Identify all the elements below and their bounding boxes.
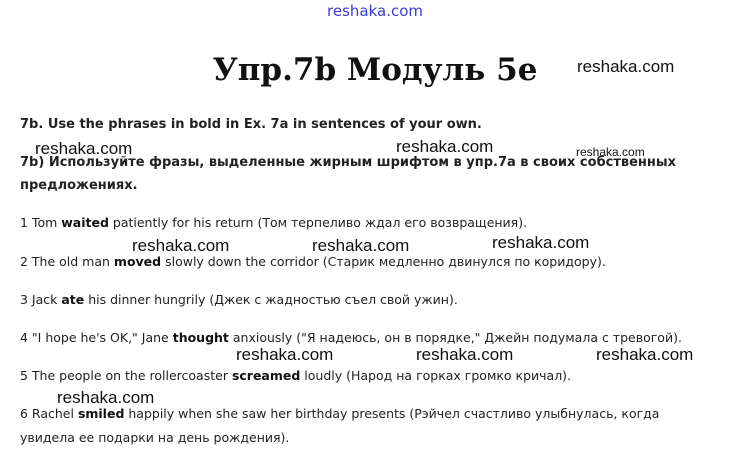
sentence-3: 3 Jack ate his dinner hungrily (Джек с жадностью съел свой ужин). (20, 292, 458, 307)
watermark: reshaka.com (132, 236, 230, 255)
bold-phrase: smiled (77, 406, 125, 421)
watermark: reshaka.com (35, 139, 133, 158)
task-russian-line1: 7b) Используйте фразы, выделенные жирным шрифтом в упр.7а в своих собственных (20, 155, 677, 170)
bold-phrase: waited (61, 215, 109, 230)
watermark: reshaka.com (57, 388, 155, 407)
sentence-6: 6 Rachel smiled happily when she saw her birthday presents (Рэйчел счастливо улыбнулась, когда (20, 406, 660, 421)
page-title: Упр.7b Модуль 5е (212, 52, 538, 88)
sentence-5: 5 The people on the rollercoaster screamed loudly (Народ на горках громко кричал). (20, 368, 572, 383)
watermark: reshaka.com (492, 233, 590, 252)
watermark: reshaka.com (416, 345, 514, 364)
sentence-4: 4 "I hope he's OK," Jane thought anxiously ("Я надеюсь, он в порядке," Джейн подумала с тревогой). (20, 330, 682, 345)
watermark: reshaka.com (577, 57, 675, 76)
bold-phrase: moved (113, 254, 162, 269)
site-link[interactable]: reshaka.com (327, 2, 423, 20)
task-english: 7b. Use the phrases in bold in Ex. 7a in sentences of your own. (20, 117, 482, 132)
watermark: reshaka.com (236, 345, 334, 364)
sentence-1: 1 Tom waited patiently for his return (Том терпеливо ждал его возвращения). (20, 215, 528, 230)
sentence-2: 2 The old man moved slowly down the corridor (Старик медленно двинулся по коридору). (20, 254, 606, 269)
bold-phrase: ate (61, 292, 85, 307)
watermark: reshaka.com (312, 236, 410, 255)
bold-phrase: screamed (231, 368, 301, 383)
bold-phrase: thought (172, 330, 229, 345)
sentence-6-continued: увидела ее подарки на день рождения). (20, 430, 290, 445)
task-russian-line2: предложениях. (20, 178, 138, 193)
watermark: reshaka.com (396, 137, 494, 156)
watermark: reshaka.com (596, 345, 694, 364)
watermark: reshaka.com (576, 145, 645, 159)
